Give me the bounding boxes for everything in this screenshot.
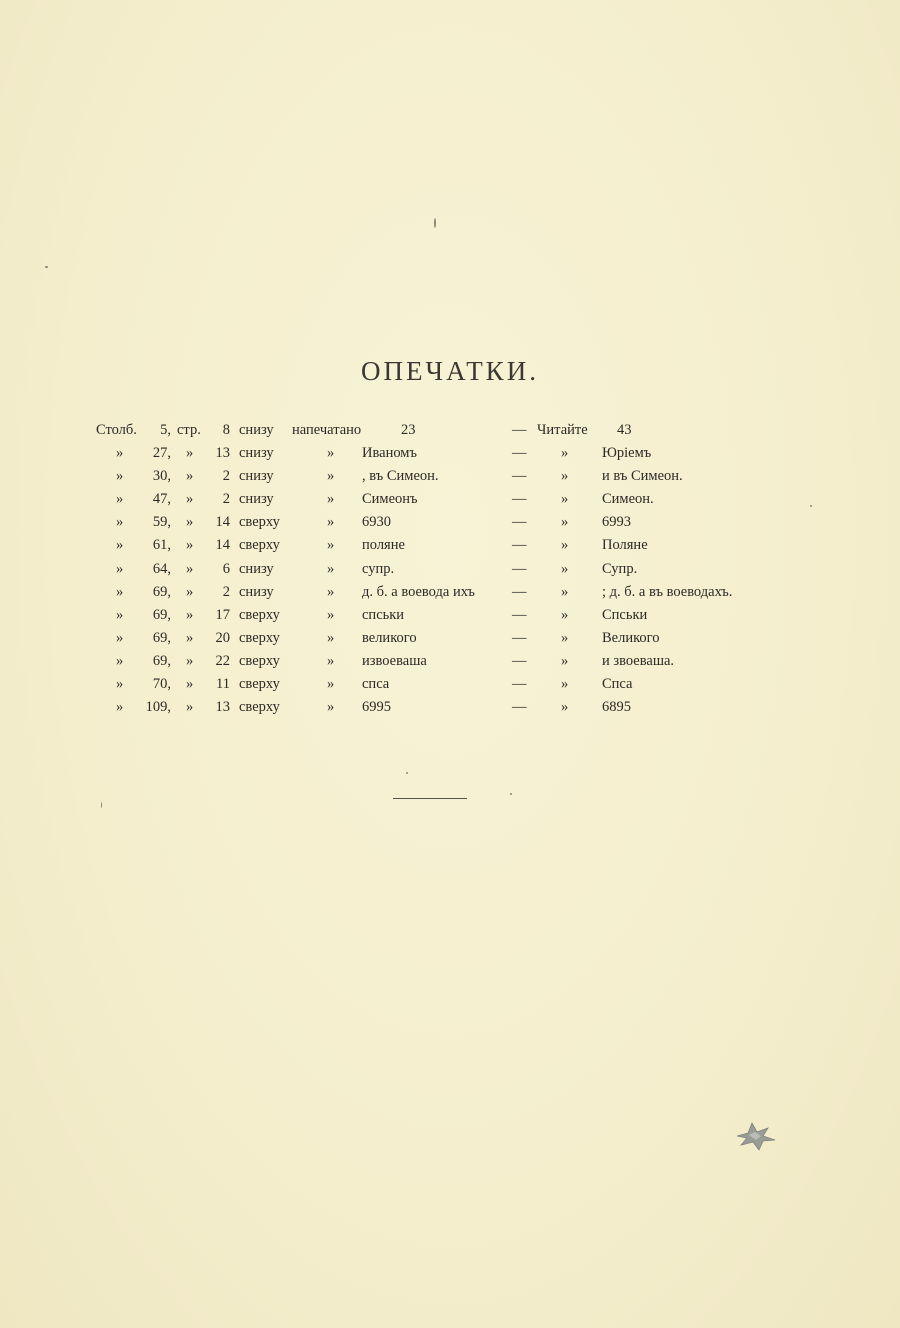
column-number: 69, xyxy=(152,583,171,600)
corrected-text: Супр. xyxy=(602,560,638,577)
paper-speck xyxy=(810,505,812,507)
ditto-mark: » xyxy=(186,468,194,485)
ditto-mark: » xyxy=(561,652,569,669)
column-number: 30, xyxy=(152,468,171,485)
ditto-mark: » xyxy=(561,491,569,508)
ditto-mark: » xyxy=(116,560,124,577)
ditto-mark: » xyxy=(186,445,194,462)
ditto-mark: » xyxy=(561,583,569,600)
printed-text: спськи xyxy=(362,606,405,623)
line-number: 17 xyxy=(215,606,230,623)
separator-dash: — xyxy=(512,422,527,438)
ditto-mark: » xyxy=(116,676,124,693)
ditto-mark: » xyxy=(327,537,335,554)
ditto-mark: » xyxy=(186,560,194,577)
column-number: 69, xyxy=(152,629,171,646)
separator-dash: — xyxy=(512,560,527,577)
ditto-mark: » xyxy=(186,583,194,600)
line-label: стр. xyxy=(177,422,201,438)
corrected-text: ; д. б. а въ воеводахъ. xyxy=(602,583,733,600)
line-position: снизу xyxy=(239,422,274,438)
line-position: сверху xyxy=(239,537,280,554)
ditto-mark: » xyxy=(327,652,335,669)
separator-dash: — xyxy=(512,491,527,508)
line-number: 13 xyxy=(215,699,230,716)
errata-row xyxy=(0,491,900,514)
ditto-mark: » xyxy=(561,606,569,623)
separator-dash: — xyxy=(512,445,527,462)
corrected-text: 6993 xyxy=(602,514,631,531)
line-position: сверху xyxy=(239,606,280,623)
ditto-mark: » xyxy=(327,676,335,693)
separator-dash: — xyxy=(512,468,527,485)
errata-row xyxy=(0,514,900,537)
errata-row xyxy=(0,676,900,699)
errata-row xyxy=(0,584,900,607)
ditto-mark: » xyxy=(327,514,335,531)
errata-header-row xyxy=(0,422,900,445)
corrected-text: и звоеваша. xyxy=(602,652,675,669)
corrected-text: 6895 xyxy=(602,699,631,716)
printed-text: 6930 xyxy=(362,514,391,531)
line-number: 11 xyxy=(216,676,230,693)
errata-row xyxy=(0,445,900,468)
ditto-mark: » xyxy=(561,445,569,462)
line-number: 13 xyxy=(215,445,230,462)
ditto-mark: » xyxy=(561,699,569,716)
ditto-mark: » xyxy=(186,514,194,531)
read-label: Читайте xyxy=(537,422,588,438)
separator-dash: — xyxy=(512,606,527,623)
corrected-text: Поляне xyxy=(602,537,648,554)
ditto-mark: » xyxy=(116,699,124,716)
column-number: 47, xyxy=(152,491,171,508)
corrected-text: 43 xyxy=(617,422,632,438)
ditto-mark: » xyxy=(561,468,569,485)
ditto-mark: » xyxy=(327,491,335,508)
line-number: 14 xyxy=(215,514,230,531)
corrected-text: Великого xyxy=(602,629,660,646)
corrected-text: Спса xyxy=(602,676,633,693)
line-position: снизу xyxy=(239,560,274,577)
ditto-mark: » xyxy=(327,606,335,623)
ditto-mark: » xyxy=(561,560,569,577)
separator-dash: — xyxy=(512,652,527,669)
line-number: 2 xyxy=(222,468,230,485)
line-position: сверху xyxy=(239,699,280,716)
ditto-mark: » xyxy=(116,606,124,623)
ditto-mark: » xyxy=(186,652,194,669)
separator-dash: — xyxy=(512,699,527,716)
paper-speck xyxy=(45,266,48,268)
corrected-text: и въ Симеон. xyxy=(602,468,683,485)
printed-text: 23 xyxy=(401,422,416,438)
line-number: 2 xyxy=(222,491,230,508)
errata-table xyxy=(0,422,900,722)
corrected-text: Юріемъ xyxy=(602,445,652,462)
errata-row xyxy=(0,537,900,560)
ditto-mark: » xyxy=(116,652,124,669)
paper-speck xyxy=(510,793,512,795)
ditto-mark: » xyxy=(561,537,569,554)
printed-text: Иваномъ xyxy=(362,445,417,462)
ditto-mark: » xyxy=(327,560,335,577)
line-position: снизу xyxy=(239,445,274,462)
ditto-mark: » xyxy=(116,445,124,462)
column-number: 27, xyxy=(152,445,171,462)
printed-text: , въ Симеон. xyxy=(362,468,439,485)
ditto-mark: » xyxy=(561,514,569,531)
column-number: 109, xyxy=(145,699,171,716)
line-position: снизу xyxy=(239,583,274,600)
column-number: 64, xyxy=(152,560,171,577)
ditto-mark: » xyxy=(327,629,335,646)
separator-dash: — xyxy=(512,676,527,693)
column-number: 70, xyxy=(152,676,171,693)
column-number: 69, xyxy=(152,606,171,623)
column-number: 5, xyxy=(160,422,171,438)
ditto-mark: » xyxy=(186,606,194,623)
ditto-mark: » xyxy=(327,583,335,600)
ditto-mark: » xyxy=(186,629,194,646)
errata-row xyxy=(0,468,900,491)
printed-text: супр. xyxy=(362,560,395,577)
line-position: снизу xyxy=(239,491,274,508)
printed-text: поляне xyxy=(362,537,405,554)
ditto-mark: » xyxy=(186,537,194,554)
printed-text: извоеваша xyxy=(362,652,427,669)
ditto-mark: » xyxy=(186,491,194,508)
divider-rule xyxy=(393,798,467,799)
ditto-mark: » xyxy=(116,514,124,531)
line-position: снизу xyxy=(239,468,274,485)
ditto-mark: » xyxy=(561,629,569,646)
ditto-mark: » xyxy=(116,468,124,485)
ditto-mark: » xyxy=(116,491,124,508)
ditto-mark: » xyxy=(327,699,335,716)
line-position: сверху xyxy=(239,629,280,646)
line-number: 22 xyxy=(215,652,230,669)
ditto-mark: » xyxy=(327,468,335,485)
line-position: сверху xyxy=(239,676,280,693)
errata-row xyxy=(0,561,900,584)
errata-row xyxy=(0,607,900,630)
column-number: 59, xyxy=(152,514,171,531)
line-position: сверху xyxy=(239,514,280,531)
errata-row xyxy=(0,653,900,676)
separator-dash: — xyxy=(512,514,527,531)
line-number: 2 xyxy=(222,583,230,600)
column-label: Столб. xyxy=(96,422,137,438)
printed-text: д. б. а воевода ихъ xyxy=(362,583,475,600)
printed-label: напечатано xyxy=(292,422,362,438)
line-position: сверху xyxy=(239,652,280,669)
ditto-mark: » xyxy=(116,583,124,600)
separator-dash: — xyxy=(512,583,527,600)
printed-text: 6995 xyxy=(362,699,391,716)
line-number: 8 xyxy=(222,422,230,438)
printed-text: великого xyxy=(362,629,417,646)
page-title: ОПЕЧАТКИ. xyxy=(361,356,539,386)
paper-speck xyxy=(434,218,436,228)
paper-speck xyxy=(101,802,102,808)
printed-text: спса xyxy=(362,676,390,693)
printed-text: Симеонъ xyxy=(362,491,418,508)
separator-dash: — xyxy=(512,629,527,646)
ditto-mark: » xyxy=(186,699,194,716)
ditto-mark: » xyxy=(561,676,569,693)
ditto-mark: » xyxy=(116,629,124,646)
ditto-mark: » xyxy=(116,537,124,554)
errata-row xyxy=(0,699,900,722)
corrected-text: Симеон. xyxy=(602,491,654,508)
ditto-mark: » xyxy=(327,445,335,462)
ditto-mark: » xyxy=(186,676,194,693)
errata-row xyxy=(0,630,900,653)
column-number: 61, xyxy=(152,537,171,554)
line-number: 14 xyxy=(215,537,230,554)
star-ornament-icon xyxy=(735,1120,777,1152)
separator-dash: — xyxy=(512,537,527,554)
paper-speck xyxy=(406,772,408,774)
line-number: 20 xyxy=(215,629,230,646)
line-number: 6 xyxy=(222,560,230,577)
corrected-text: Спськи xyxy=(602,606,648,623)
column-number: 69, xyxy=(152,652,171,669)
